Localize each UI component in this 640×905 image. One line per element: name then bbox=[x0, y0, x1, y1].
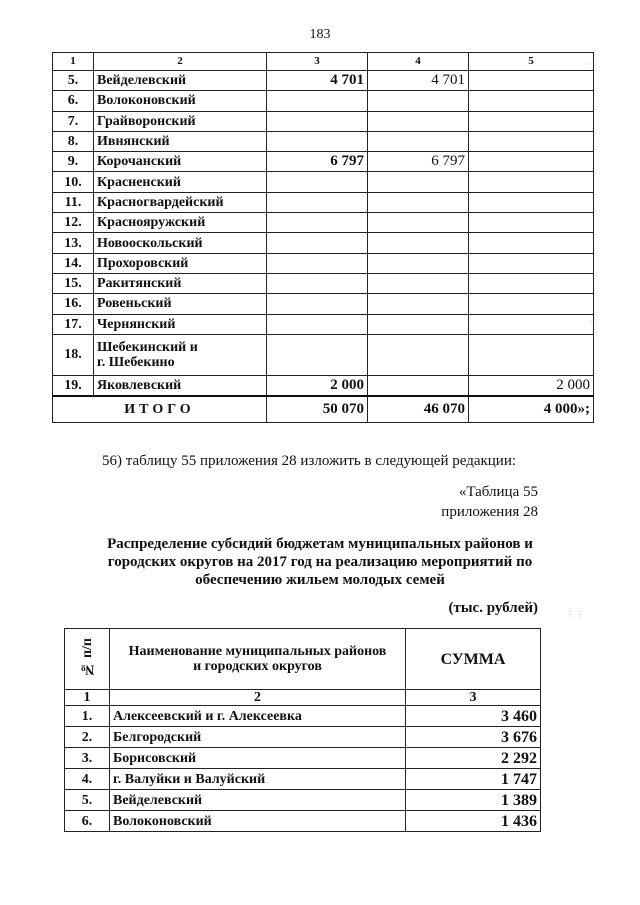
cell-col5 bbox=[469, 152, 594, 172]
row-number: 7. bbox=[53, 111, 94, 131]
district-name: Ракитянский bbox=[94, 273, 267, 293]
district-name: Чернянский bbox=[94, 314, 267, 334]
cell-col4: 6 797 bbox=[368, 152, 469, 172]
col-num-1: 1 bbox=[65, 690, 110, 706]
total-label: ИТОГО bbox=[53, 396, 267, 423]
district-name-line1: Шебекинский и bbox=[97, 339, 198, 355]
cell-col5 bbox=[469, 334, 594, 375]
units-label: (тыс. рублей) bbox=[448, 600, 538, 616]
cell-col3 bbox=[267, 172, 368, 192]
cell-col5 bbox=[469, 71, 594, 91]
table-row bbox=[53, 273, 594, 293]
col-num-2: 2 bbox=[94, 53, 267, 71]
cell-col5 bbox=[469, 131, 594, 151]
district-name: Волоконовский bbox=[110, 811, 406, 832]
table-row bbox=[65, 769, 541, 790]
cell-col4 bbox=[368, 91, 469, 111]
cell-col4 bbox=[368, 111, 469, 131]
row-number: 18. bbox=[53, 334, 94, 375]
subsidy-distribution-table bbox=[64, 628, 541, 832]
table-row bbox=[53, 91, 594, 111]
header-name bbox=[110, 629, 406, 690]
cell-col5: 2 000 bbox=[469, 375, 594, 396]
district-name: Волоконовский bbox=[94, 91, 267, 111]
amendment-instruction: 56) таблицу 55 приложения 28 изложить в следующей редакции: bbox=[102, 453, 517, 469]
district-name: Грайворонский bbox=[94, 111, 267, 131]
row-number: 15. bbox=[53, 273, 94, 293]
table-reference-line1: «Таблица 55 bbox=[458, 484, 538, 500]
cell-col5 bbox=[469, 314, 594, 334]
cell-col4 bbox=[368, 172, 469, 192]
title-line3: обеспечению жильем молодых семей bbox=[195, 572, 445, 588]
header-row bbox=[65, 629, 541, 690]
district-name: Красногвардейский bbox=[94, 192, 267, 212]
district-name: Краснояружский bbox=[94, 213, 267, 233]
row-number: 17. bbox=[53, 314, 94, 334]
district-name: Новооскольский bbox=[94, 233, 267, 253]
total-col5: 4 000»; bbox=[469, 396, 594, 423]
subsidy-sum: 3 676 bbox=[406, 727, 541, 748]
cell-col4 bbox=[368, 213, 469, 233]
total-row bbox=[53, 396, 594, 423]
cell-col5 bbox=[469, 294, 594, 314]
district-name: Яковлевский bbox=[94, 375, 267, 396]
scan-noise: ⋮ ⋮ bbox=[566, 610, 584, 619]
table-row bbox=[53, 111, 594, 131]
row-number: 19. bbox=[53, 375, 94, 396]
subsidy-sum: 1 747 bbox=[406, 769, 541, 790]
table-row bbox=[53, 213, 594, 233]
col-num-1: 1 bbox=[53, 53, 94, 71]
row-number: 12. bbox=[53, 213, 94, 233]
row-number: 6. bbox=[53, 91, 94, 111]
cell-col4 bbox=[368, 253, 469, 273]
district-name: Вейделевский bbox=[94, 71, 267, 91]
cell-col4 bbox=[368, 131, 469, 151]
table-row bbox=[53, 71, 594, 91]
cell-col3 bbox=[267, 111, 368, 131]
title-line1: Распределение субсидий бюджетам муниципальных районов и bbox=[107, 536, 533, 552]
district-name: г. Валуйки и Валуйский bbox=[110, 769, 406, 790]
table-row bbox=[65, 727, 541, 748]
table-row bbox=[65, 706, 541, 727]
district-name: Ровеньский bbox=[94, 294, 267, 314]
total-col4: 46 070 bbox=[368, 396, 469, 423]
row-number: 2. bbox=[65, 727, 110, 748]
cell-col4 bbox=[368, 273, 469, 293]
district-name: Ивнянский bbox=[94, 131, 267, 151]
table-row bbox=[53, 314, 594, 334]
row-number: 14. bbox=[53, 253, 94, 273]
district-name: Белгородский bbox=[110, 727, 406, 748]
col-num-5: 5 bbox=[469, 53, 594, 71]
cell-col5 bbox=[469, 91, 594, 111]
district-name: Прохоровский bbox=[94, 253, 267, 273]
scan-noise: · · · bbox=[585, 60, 597, 69]
table-row bbox=[53, 294, 594, 314]
header-sum: СУММА bbox=[406, 629, 541, 690]
cell-col4: 4 701 bbox=[368, 71, 469, 91]
table-reference-line2: приложения 28 bbox=[441, 504, 538, 520]
row-number: 3. bbox=[65, 748, 110, 769]
cell-col4 bbox=[368, 375, 469, 396]
column-number-row bbox=[53, 53, 594, 71]
cell-col3 bbox=[267, 192, 368, 212]
cell-col3: 4 701 bbox=[267, 71, 368, 91]
col-num-2: 2 bbox=[110, 690, 406, 706]
cell-col3 bbox=[267, 91, 368, 111]
cell-col4 bbox=[368, 233, 469, 253]
subsidy-sum: 1 436 bbox=[406, 811, 541, 832]
row-number: 9. bbox=[53, 152, 94, 172]
subsidy-sum: 3 460 bbox=[406, 706, 541, 727]
district-name: Вейделевский bbox=[110, 790, 406, 811]
row-number: 4. bbox=[65, 769, 110, 790]
header-number-text: № п/п bbox=[79, 637, 95, 677]
cell-col5 bbox=[469, 172, 594, 192]
subsidy-sum: 2 292 bbox=[406, 748, 541, 769]
district-name bbox=[94, 334, 267, 375]
cell-col3 bbox=[267, 294, 368, 314]
cell-col3 bbox=[267, 233, 368, 253]
header-name-line1: Наименование муниципальных районов bbox=[128, 644, 387, 659]
table-row bbox=[53, 253, 594, 273]
table-row bbox=[65, 790, 541, 811]
cell-col3 bbox=[267, 314, 368, 334]
col-num-3: 3 bbox=[267, 53, 368, 71]
header-name-line2: и городских округов bbox=[193, 659, 322, 674]
cell-col5 bbox=[469, 192, 594, 212]
row-number: 1. bbox=[65, 706, 110, 727]
cell-col3 bbox=[267, 253, 368, 273]
row-number: 6. bbox=[65, 811, 110, 832]
cell-col3 bbox=[267, 213, 368, 233]
district-name: Борисовский bbox=[110, 748, 406, 769]
title-line2: городских округов на 2017 год на реализацию мероприятий по bbox=[107, 554, 533, 570]
table-row bbox=[53, 131, 594, 151]
district-name: Красненский bbox=[94, 172, 267, 192]
table-title bbox=[60, 535, 580, 589]
cell-col5 bbox=[469, 233, 594, 253]
row-number: 10. bbox=[53, 172, 94, 192]
cell-col4 bbox=[368, 314, 469, 334]
col-num-3: 3 bbox=[406, 690, 541, 706]
cell-col3 bbox=[267, 334, 368, 375]
cell-col3: 2 000 bbox=[267, 375, 368, 396]
district-name: Корочанский bbox=[94, 152, 267, 172]
row-number: 8. bbox=[53, 131, 94, 151]
subsidy-sum: 1 389 bbox=[406, 790, 541, 811]
table-row bbox=[53, 172, 594, 192]
row-number: 16. bbox=[53, 294, 94, 314]
table-row bbox=[53, 192, 594, 212]
row-number: 5. bbox=[65, 790, 110, 811]
cell-col4 bbox=[368, 294, 469, 314]
row-number: 13. bbox=[53, 233, 94, 253]
row-number: 11. bbox=[53, 192, 94, 212]
total-col3: 50 070 bbox=[267, 396, 368, 423]
page-number: 183 bbox=[309, 27, 331, 42]
cell-col5 bbox=[469, 273, 594, 293]
cell-col4 bbox=[368, 334, 469, 375]
cell-col5 bbox=[469, 213, 594, 233]
cell-col4 bbox=[368, 192, 469, 212]
table-row bbox=[65, 811, 541, 832]
table-row bbox=[53, 152, 594, 172]
district-name: Алексеевский и г. Алексеевка bbox=[110, 706, 406, 727]
cell-col3 bbox=[267, 273, 368, 293]
table-row bbox=[65, 748, 541, 769]
subsidy-table-continued bbox=[52, 52, 594, 423]
table-row bbox=[53, 375, 594, 396]
header-number bbox=[65, 629, 110, 690]
cell-col5 bbox=[469, 253, 594, 273]
cell-col3: 6 797 bbox=[267, 152, 368, 172]
cell-col3 bbox=[267, 131, 368, 151]
column-number-row bbox=[65, 690, 541, 706]
table-row bbox=[53, 233, 594, 253]
table-row bbox=[53, 334, 594, 375]
cell-col5 bbox=[469, 111, 594, 131]
row-number: 5. bbox=[53, 71, 94, 91]
district-name-line2: г. Шебекино bbox=[97, 354, 175, 370]
col-num-4: 4 bbox=[368, 53, 469, 71]
scan-noise: · · bbox=[590, 318, 598, 327]
